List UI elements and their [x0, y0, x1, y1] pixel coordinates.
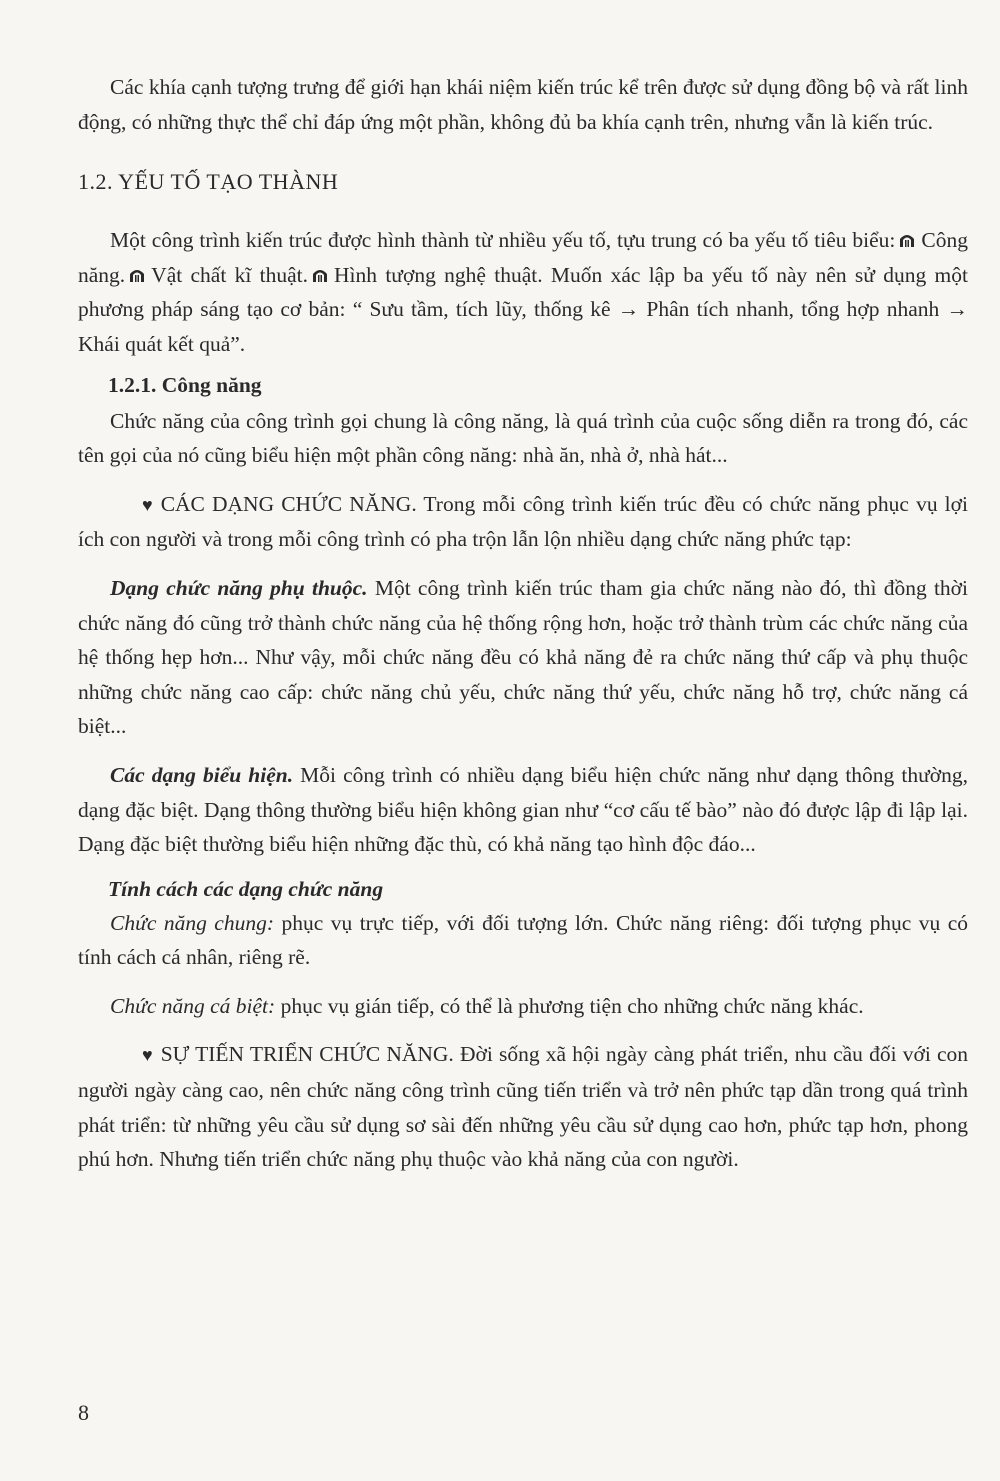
specific-function-paragraph [78, 989, 968, 1024]
specific-text: phục vụ gián tiếp, có thể là phương tiện cho những chức năng khác. [280, 993, 864, 1018]
specific-term: Chức năng cá biệt: [110, 993, 276, 1018]
dependent-text: Một công trình kiến trúc tham gia chức năng nào đó, thì đồng thời chức năng đó cũng trở thành chức năng của hệ thống rộng hơn, hoặc trở thành trùm các chức năng của hệ thống hẹp hơn... Như vậy, mỗi chức năng đều có khả năng đẻ ra chức năng thứ cấp và phụ thuộc những chức năng cao cấp: chức năng chủ yếu, chức năng thứ yếu, chức năng hỗ trợ, chức năng cá biệt... [78, 575, 969, 739]
subsection-paragraph: Chức năng của công trình gọi chung là công năng, là quá trình của cuộc sống diễn ra trong đó, các tên gọi của nó cũng biểu hiện một phần công năng: nhà ăn, nhà ở, nhà hát... [78, 408, 968, 468]
forms-text: Trong mỗi công trình kiến trúc đều có chức năng phục vụ lợi ích con người và trong mỗi công trình có pha trộn lẫn lộn nhiều dạng chức năng phức tạp: [78, 491, 968, 552]
progress-text: Đời sống xã hội ngày càng phát triển, nhu cầu đối với con người ngày càng cao, nên chức năng công trình cũng tiến triển và trở nên phức tạp dần trong quá trình phát triển: từ những yêu cầu sử dụng sơ sài đến những yêu cầu sử dụng cao hơn, phức tạp hơn, phong phú hơn. Nhưng tiến triển chức năng phụ thuộc vào khả năng của con người. [78, 1042, 969, 1172]
expressions-text: Mỗi công trình có nhiều dạng biểu hiện chức năng như dạng thông thường, dạng đặc biệt. Dạng thông thường biểu hiện không gian như “cơ cấu tế bào” nào đó được lập đi lập lại. Dạng đặc biệt thường biểu hiện những đặc thù, có khả năng tạo hình độc đáo... [78, 762, 968, 857]
dependent-paragraph [78, 571, 968, 744]
section-para-end: Muốn xác lập ba yếu tố này nên sử dụng một phương pháp sáng tạo cơ bản: “ Sưu tầm, tích lũy, thống kê → Phân tích nhanh, tổng hợp nhanh → Khái quát kết quả”. [78, 262, 969, 356]
subsection-heading: 1.2.1. Công năng [108, 372, 262, 397]
progress-lead: SỰ TIẾN TRIỂN CHỨC NĂNG. [160, 1042, 454, 1067]
dependent-term: Dạng chức năng phụ thuộc. [110, 575, 368, 600]
section-para-start: Một công trình kiến trúc được hình thành từ nhiều yếu tố, tựu trung có ba yếu tố tiêu biểu: [110, 228, 896, 253]
arch-bullet-icon [899, 232, 915, 248]
arch-bullet-icon [129, 267, 145, 283]
general-text: phục vụ trực tiếp, với đối tượng lớn. Chức năng riêng: đối tượng phục vụ có tính cách cá nhân, riêng rẽ. [78, 910, 968, 970]
element-material: Vật chất kĩ thuật. [151, 262, 309, 287]
forms-lead: CÁC DẠNG CHỨC NĂNG. [160, 491, 417, 516]
page-number: 8 [78, 1400, 89, 1425]
heart-bullet-icon: ♥ [142, 1045, 153, 1066]
heart-bullet-icon: ♥ [142, 494, 153, 515]
expressions-paragraph [78, 758, 968, 862]
general-function-paragraph [78, 906, 968, 975]
character-heading: Tính cách các dạng chức năng [108, 876, 384, 901]
forms-paragraph [78, 487, 968, 557]
progress-paragraph [78, 1037, 968, 1176]
section-paragraph [78, 223, 968, 361]
element-art: Hình tượng nghệ thuật. [334, 262, 543, 287]
arch-bullet-icon [312, 267, 328, 283]
element-function: Công năng. [78, 228, 968, 287]
general-term: Chức năng chung: [110, 910, 274, 935]
expressions-term: Các dạng biểu hiện. [110, 762, 294, 787]
section-heading: 1.2. YẾU TỐ TẠO THÀNH [78, 169, 339, 195]
intro-paragraph: Các khía cạnh tượng trưng để giới hạn khái niệm kiến trúc kể trên được sử dụng đồng bộ và rất linh động, có những thực thể chỉ đáp ứng một phần, không đủ ba khía cạnh trên, nhưng vẫn là kiến trúc. [78, 75, 968, 134]
page-body [78, 70, 968, 1177]
